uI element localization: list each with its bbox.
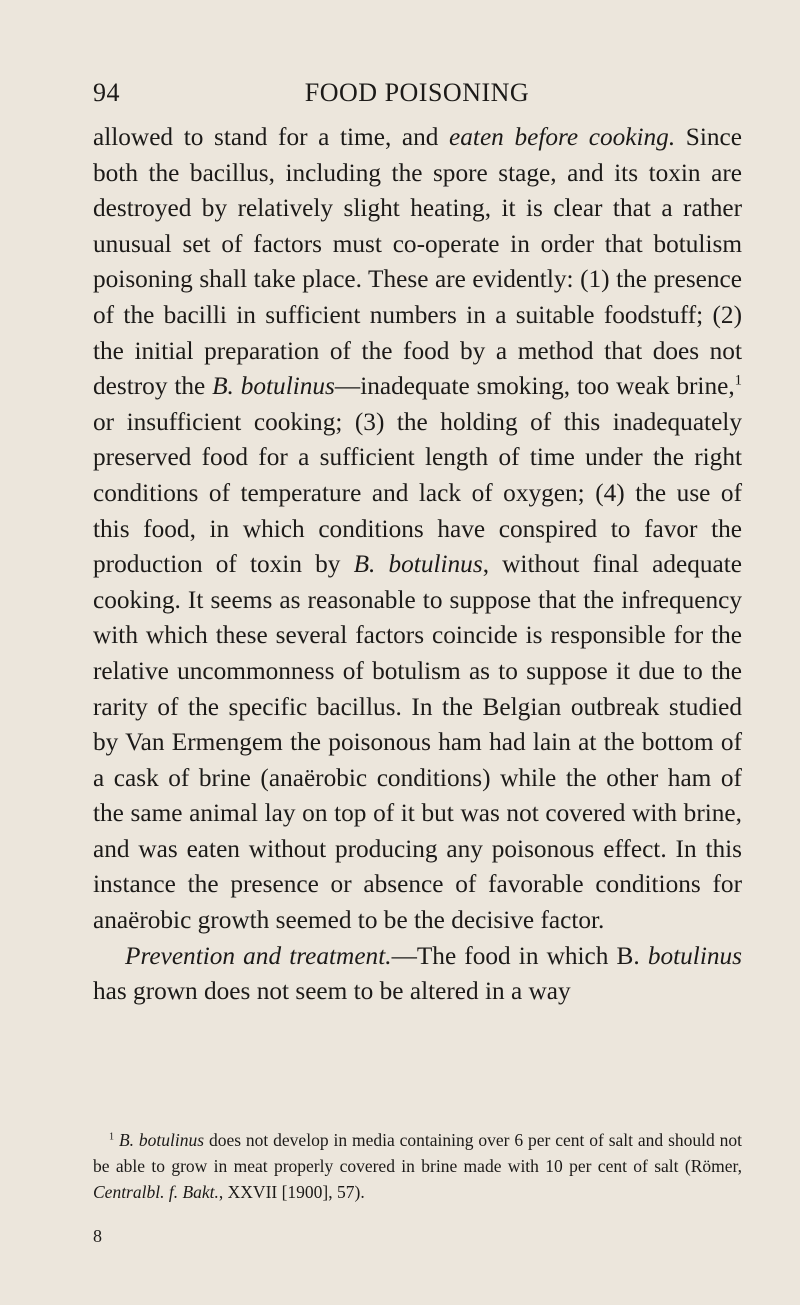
italic-text: eaten before cooking. [449,123,676,151]
text-run: —inadequate smoking, too weak brine, [334,372,735,401]
footnote-marker: 1 [109,1131,115,1143]
text-run: has grown does not seem to be altered in a way [93,977,571,1006]
text-run: or insufficient cooking; (3) the holding of this inadequately preserved food for a sufficient length of time under the right conditions of temperature and lack of oxygen; (4) the use of this food, in which conditions have conspired to favor the production of toxin by [93,407,742,579]
running-title: FOOD POISONING [304,78,530,107]
paragraph [93,939,742,1010]
section-heading-inline: Prevention and treatment. [125,941,392,970]
footnote-reference: 1 [734,372,742,389]
footnote [93,1127,742,1205]
running-head [93,78,741,114]
text-run: allowed to stand for a time, and [93,123,450,151]
text-run: , without final adequate cooking. It seems as reasonable to suppose that the infrequency with which these several factors coincide is responsible for the relative uncommonness of botulism as to suppose it due to the rarity of the specific bacillus. In the Belgian outbreak studied by Van Ermengem the poisonous ham had lain at the bottom of a cask of brine (anaërobic conditions) while the other ham of the same animal lay on top of it but was not covered with brine, and was eaten without producing any poisonous effect. In this instance the presence or absence of favorable conditions for anaërobic growth seemed to be the decisive factor. [93,550,742,935]
text-run: , XXVII [1900], 57). [218,1182,365,1202]
italic-species-name: B. botulinus [212,372,335,401]
italic-species-name: botulinus [647,941,742,970]
footnote-paragraph [93,1127,742,1205]
signature-mark: 8 [93,1226,102,1246]
paragraph [93,120,742,939]
italic-species-name: B. botulinus [353,550,483,579]
page-number: 94 [93,78,120,107]
text-run: does not develop in media containing over 6 per cent of salt and should not be able to grow in meat properly covered in brine made with 10 per cent of salt (Römer, [93,1130,742,1176]
body-text [93,120,742,1010]
text-run: —The food in which B. [391,941,648,970]
text-run: Since both the bacillus, including the spore stage, and its toxin are destroyed by relatively slight heating, it is clear that a rather unusual set of factors must co-operate in order that botulism poisoning shall take place. These are evidently: (1) the presence of the bacilli in sufficient numbers in a suitable foodstuff; (2) the initial preparation of the food by a method that does not destroy the [93,123,742,401]
italic-journal-title: Centralbl. f. Bakt. [93,1182,219,1202]
italic-species-name: B. botulinus [118,1130,205,1150]
